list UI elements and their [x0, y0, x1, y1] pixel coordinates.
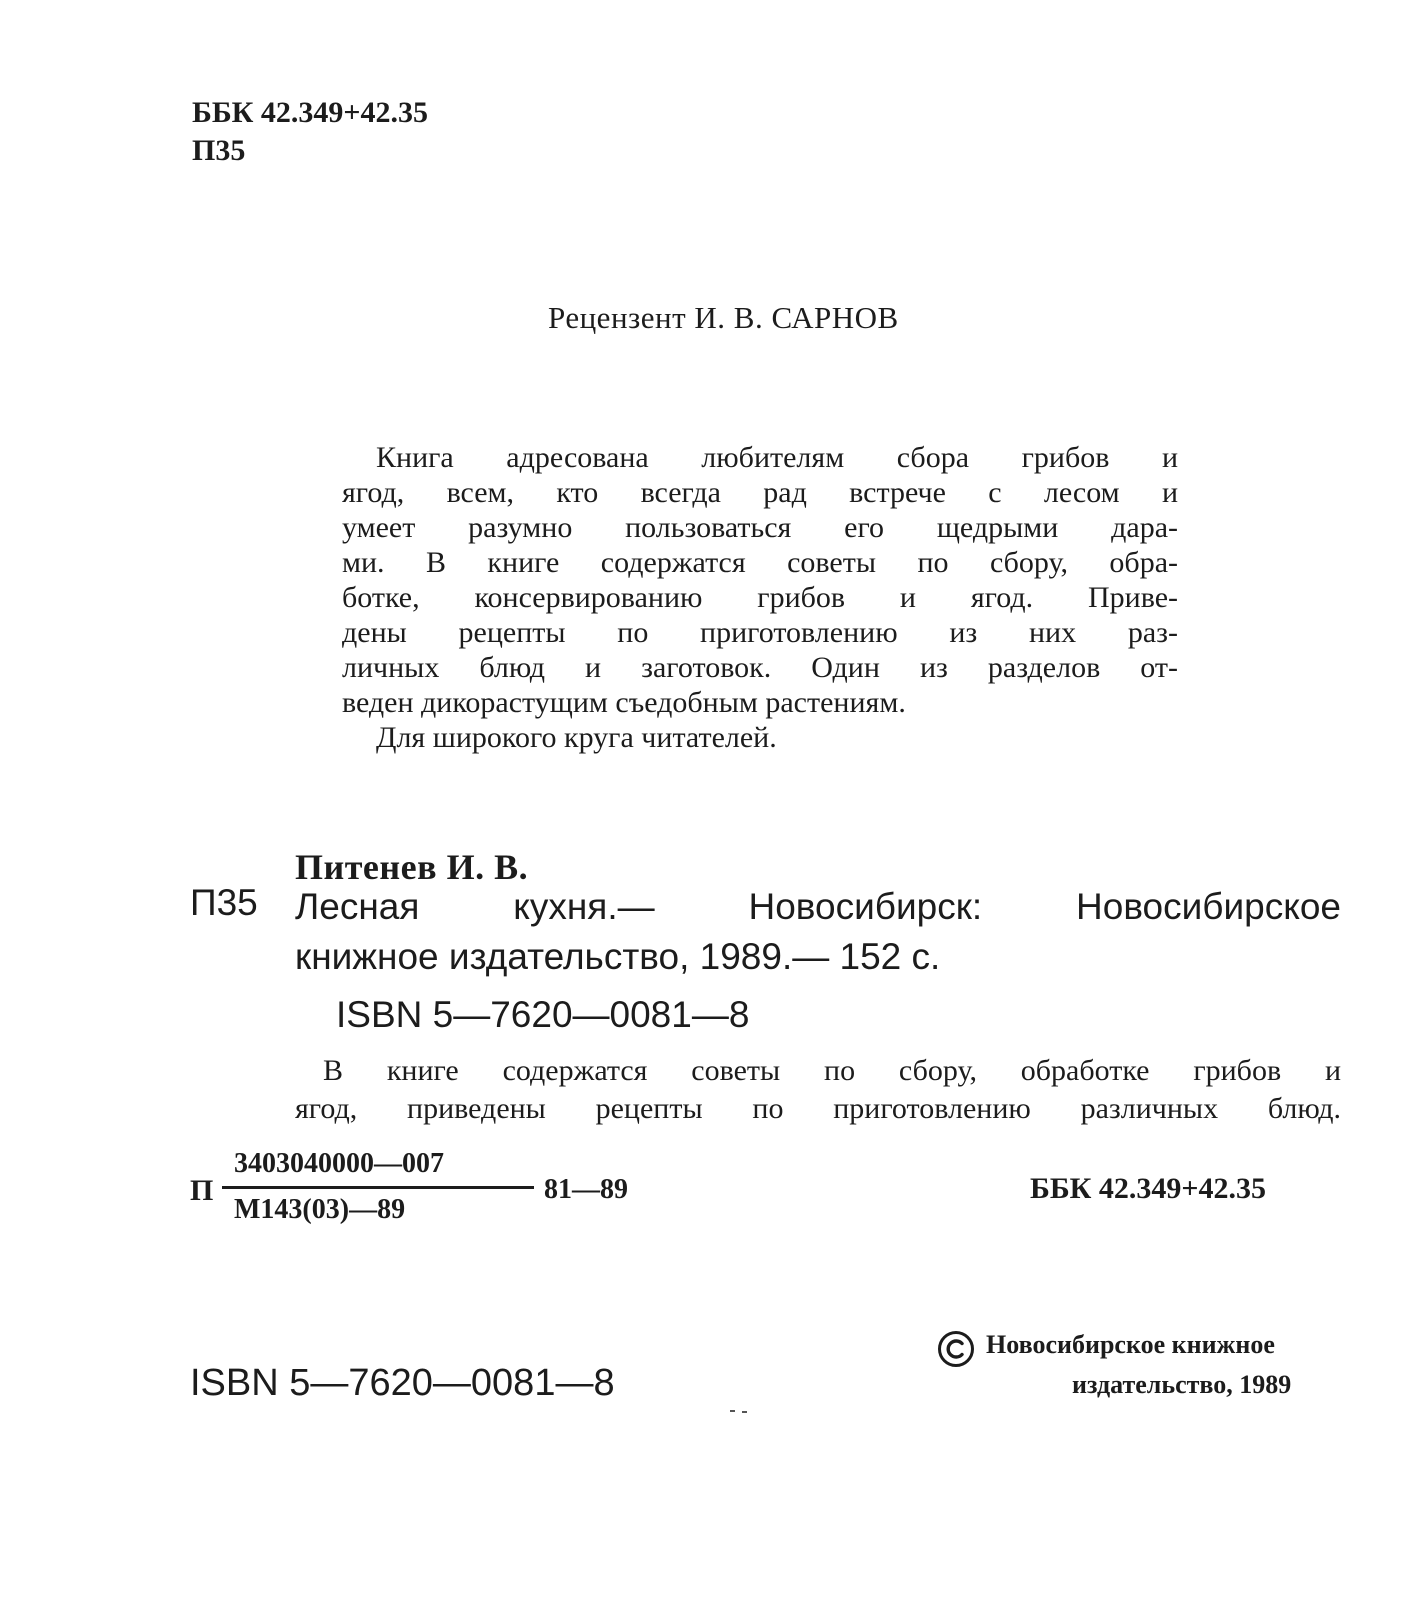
- publisher-line: Новосибирское книжное: [986, 1330, 1275, 1359]
- bib-line: книжное издательство, 1989.— 152 с.: [295, 936, 941, 977]
- isbn-footer: ISBN 5—7620—0081—8: [190, 1362, 615, 1404]
- annotation-line: умеет разумно пользоваться его щедрыми дара-: [342, 511, 1178, 544]
- bbk-header-line: ББК 42.349+42.35: [192, 96, 429, 129]
- bbk-footer: ББК 42.349+42.35: [1030, 1172, 1267, 1205]
- cipher-code: П35: [190, 882, 258, 923]
- index-denominator: М143(03)—89: [234, 1194, 406, 1225]
- annotation-line: ми. В книге содержатся советы по сбору, обра-: [342, 546, 1178, 579]
- annotation-line: ботке, консервированию грибов и ягод. Приве-: [342, 581, 1178, 614]
- bib-line: Лесная кухня.— Новосибирск: Новосибирское: [295, 886, 1341, 927]
- annotation-line: дены рецепты по приготовлению из них раз-: [342, 616, 1178, 649]
- publisher-line: издательство, 1989: [1072, 1370, 1292, 1399]
- audience-line: Для широкого круга читателей.: [376, 721, 777, 754]
- index-tail: 81—89: [544, 1174, 628, 1205]
- annotation-line: личных блюд и заготовок. Один из разделов от-: [342, 651, 1178, 684]
- summary-line: ягод, приведены рецепты по приготовлению различных блюд.: [295, 1092, 1341, 1125]
- record-summary: [295, 1052, 1341, 1128]
- index-numerator: 3403040000—007: [234, 1148, 444, 1179]
- cipher-header: П35: [192, 134, 246, 167]
- print-speck: [730, 1410, 748, 1413]
- annotation: [342, 440, 1178, 755]
- bibliographic-description: [295, 882, 1341, 982]
- reviewer-line: Рецензент И. В. САРНОВ: [548, 300, 899, 335]
- fraction-line: [222, 1186, 534, 1189]
- annotation-line: ягод, всем, кто всегда рад встрече с лесом и: [342, 476, 1178, 509]
- isbn-record: ISBN 5—7620—0081—8: [336, 994, 750, 1035]
- author-name: Питенев И. В.: [295, 847, 529, 887]
- summary-line: В книге содержатся советы по сбору, обработке грибов и: [323, 1054, 1341, 1087]
- index-letter: П: [190, 1174, 214, 1207]
- bbk-header: [192, 94, 428, 170]
- copyright-icon: [937, 1330, 975, 1368]
- annotation-line: Книга адресована любителям сбора грибов и: [376, 441, 1178, 474]
- annotation-line: веден дикорастущим съедобным растениям.: [342, 686, 906, 719]
